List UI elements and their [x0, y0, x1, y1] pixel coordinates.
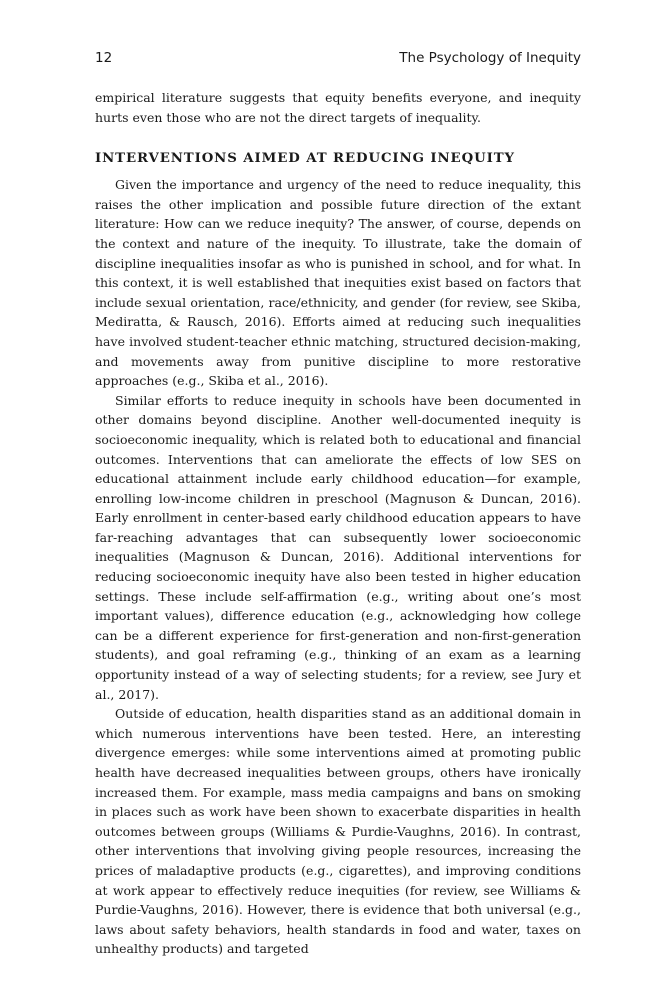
body-paragraph: Outside of education, health disparities stand as an additional domain in which numerous interventions have been tested. Here, an interesting divergence emerges: while some interventions aimed at promoting public health have decreased inequalities between groups, others have ironically increased them. For example, mass media campaigns and bans on smoking in places such as work have been shown to exacerbate disparities in health outcomes between groups (Williams & Purdie-Vaughns, 2016). In contrast, other interventions that involving giving people resources, increasing the prices of maladaptive products (e.g., cigarettes), and improving conditions at work appear to effectively reduce inequities (for review, see Williams & Purdie-Vaughns, 2016). However, there is evidence that both universal (e.g., laws about safety behaviors, health standards in food and water, taxes on unhealthy products) and targeted: [95, 706, 581, 957]
running-title: The Psychology of Inequity: [399, 50, 581, 66]
body-paragraph: Given the importance and urgency of the need to reduce inequality, this raises the other implication and possible future direction of the extant literature: How can we reduce inequity? The answer, of course, depends on the context and nature of the inequity. To illustrate, take the domain of discipline inequalities insofar as who is punished in school, and for what. In this context, it is well established that inequities exist based on factors that include sexual orientation, race/ethnicity, and gender (for review, see Skiba, Mediratta, & Rausch, 2016). Efforts aimed at reducing such inequalities have involved student-teacher ethnic matching, structured decision-making, and movements away from punitive discipline to more restorative approaches (e.g., Skiba et al., 2016).: [95, 177, 581, 389]
intro-paragraph: empirical literature suggests that equity benefits everyone, and inequity hurts even those who are not the direct targets of inequality.: [95, 90, 581, 125]
page-body: [95, 88, 581, 959]
section-heading: INTERVENTIONS AIMED AT REDUCING INEQUITY: [95, 151, 515, 167]
page-number: 12: [95, 50, 113, 66]
running-header: [95, 50, 581, 66]
body-paragraph: Similar efforts to reduce inequity in schools have been documented in other domains beyond discipline. Another well-documented inequity is socioeconomic inequality, which is related both to educational and financial outcomes. Interventions that can ameliorate the effects of low SES on educational attainment include early childhood education—for example, enrolling low-income children in preschool (Magnuson & Duncan, 2016). Early enrollment in center-based early childhood education appears to have far-reaching advantages that can subsequently lower socioeconomic inequalities (Magnuson & Duncan, 2016). Additional interventions for reducing socioeconomic inequity have also been tested in higher education settings. These include self-affirmation (e.g., writing about one’s most important values), difference education (e.g., acknowledging how college can be a different experience for first-generation and non-first-generation students), and goal reframing (e.g., thinking of an exam as a learning opportunity instead of a way of selecting students; for a review, see Jury et al., 2017).: [95, 392, 581, 702]
